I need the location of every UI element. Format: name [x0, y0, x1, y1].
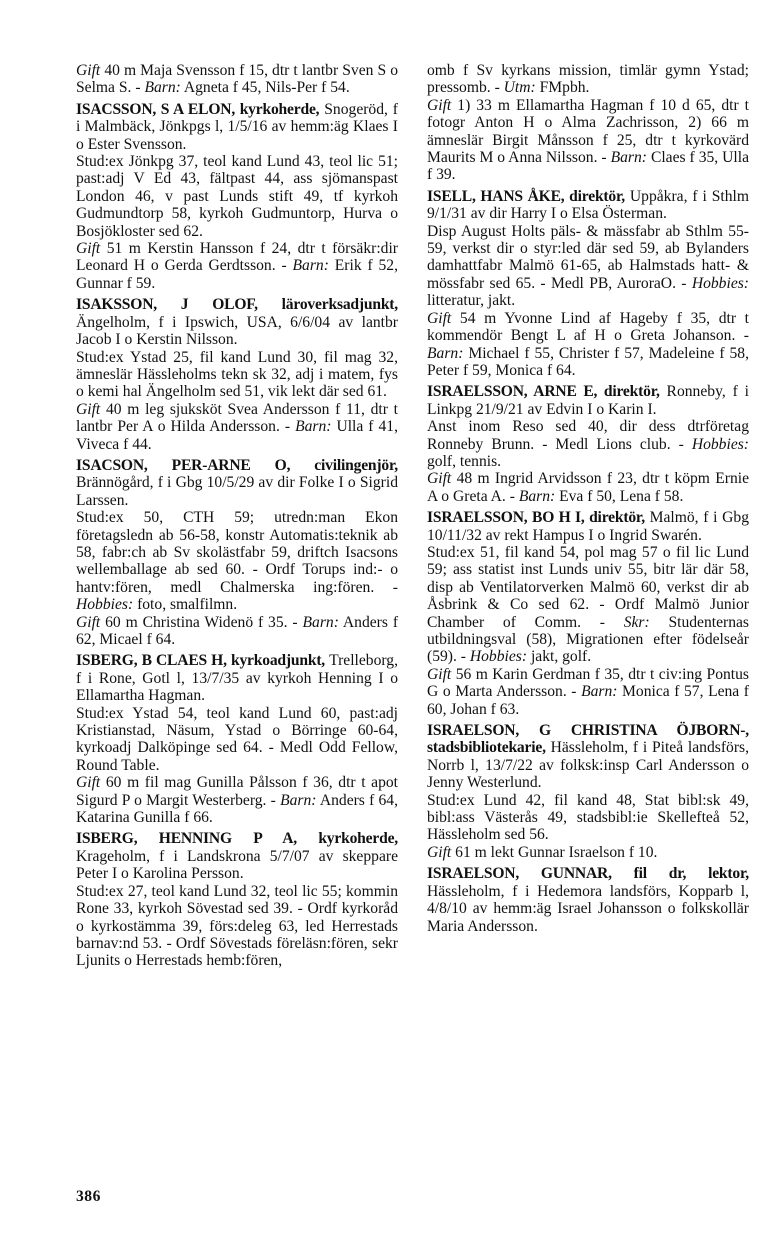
entry-text: 40 m Maja Svensson f 15, dtr t lantbr Sven S o Selma S. -: [76, 62, 398, 97]
right-column: [427, 62, 749, 935]
entry-name: ISACSON, PER-ARNE O, civilingenjör,: [76, 456, 398, 474]
field-label: Gift: [427, 96, 452, 114]
field-label: Gift: [427, 843, 452, 861]
field-label: Gift: [76, 400, 101, 418]
entry-paragraph: [427, 792, 749, 844]
entry-text: Studenternas utbildningsval (58), Migrationen efter födelseår (59). -: [427, 613, 749, 666]
entry-text: Disp August Holts päls- & mässfabr ab Sthlm 55-59, verkst dir o styr:led där sed 59, ab Bylanders damhattfabr Malmö 61-65, ab Halmstads hatt- & mössfabr sed 65. - Medl PB, AuroraO. -: [427, 222, 749, 292]
entry-text: foto, smalfilmn.: [133, 596, 238, 614]
entry-text: golf, tennis.: [427, 452, 502, 470]
entry-text: Erik f 52, Gunnar f 59.: [76, 257, 398, 292]
entry-heading-paragraph: [76, 296, 398, 348]
entry-text: Stud:ex Jönkpg 37, teol kand Lund 43, teol lic 51; past:adj V Ed 43, fältpast 44, ass sjömanspast London 46, v past Lunds stift 49, tf kyrkoh Gudmundtorp 58, kyrkoh Gudmuntorp, Hurva o Bosjökloster sed 62.: [76, 153, 398, 240]
entry-text: 60 m Christina Widenö f 35. -: [100, 613, 303, 631]
left-column: [76, 62, 398, 970]
entry-paragraph: [76, 705, 398, 775]
entry-paragraph: [427, 470, 749, 505]
field-label: Barn:: [427, 344, 464, 362]
field-label: Hobbies:: [469, 648, 528, 666]
field-label: Barn:: [144, 79, 181, 97]
entry-text: Hässleholm, f i Hedemora landsförs, Kopparb l, 4/8/10 av hemm:äg Israel Johansson o folkskollär Maria Andersson.: [427, 882, 749, 935]
field-label: Gift: [76, 613, 101, 631]
field-label: Barn:: [280, 791, 317, 809]
field-label: Gift: [76, 774, 101, 792]
entry-text: 60 m fil mag Gunilla Pålsson f 36, dtr t apot Sigurd P o Margit Westerberg. -: [76, 774, 398, 809]
field-label: Barn:: [610, 149, 647, 167]
entry-paragraph: [427, 97, 749, 184]
entry-name: ISBERG, HENNING P A, kyrkoherde,: [76, 830, 398, 848]
entry-text: Krageholm, f i Landskrona 5/7/07 av skeppare Peter I o Karolina Persson.: [76, 847, 398, 883]
entry-text: 48 m Ingrid Arvidsson f 23, dtr t köpm Ernie A o Greta A. -: [427, 470, 749, 505]
field-label: Barn:: [292, 257, 329, 275]
entry-text: 56 m Karin Gerdman f 35, dtr t civ:ing Pontus G o Marta Andersson. -: [427, 665, 749, 701]
entry-name: ISRAELSON, G CHRISTINA ÖJBORN-, stadsbibliotekarie,: [427, 722, 749, 757]
entry-text: 1) 33 m Ellamartha Hagman f 10 d 65, dtr t fotogr Anton H o Alma Zachrisson, 2) 66 m ämneslär Birgit Månsson f 25, dtr t kyrkovärd Maurits M o Anna Nilsson. -: [427, 96, 749, 167]
field-label: Gift: [427, 470, 452, 488]
entry-name: ISRAELSSON, ARNE E, direktör,: [427, 383, 660, 401]
entry-paragraph: [427, 844, 749, 861]
entry-paragraph: [76, 401, 398, 453]
entry-text: Claes f 35, Ulla f 39.: [427, 149, 749, 184]
page-number: 386: [76, 1188, 101, 1205]
entry-heading-paragraph: [76, 830, 398, 882]
field-label: Gift: [76, 240, 101, 258]
entry-paragraph: [76, 883, 398, 970]
entry-name: ISAKSSON, J OLOF, läroverksadjunkt,: [76, 296, 398, 314]
field-label: Skr:: [623, 613, 650, 631]
entry-text: 40 m leg sjuksköt Svea Andersson f 11, dtr t lantbr Per A o Hilda Andersson. -: [76, 400, 398, 436]
entry-text: Stud:ex 27, teol kand Lund 32, teol lic 55; kommin Rone 33, kyrkoh Sövestad sed 39. - Ordf kyrkoråd o kyrkostämma 39, förs:deleg 63, led Herrestads barnav:nd 53. - Ordf Sövestads föreläsn:fören, sekr Ljunits o Herrestads hemb:fören,: [76, 882, 398, 970]
entry-text: 51 m Kerstin Hansson f 24, dtr t försäkr:dir Leonard H o Gerda Gerdtsson. -: [76, 240, 398, 275]
entry-paragraph: [427, 223, 749, 310]
entry-text: Stud:ex Ystad 25, fil kand Lund 30, fil mag 32, ämneslär Hässleholms tekn sk 32, adj i matem, fys o kemi hal Ängelholm sed 51, vik lekt där sed 61.: [76, 348, 398, 401]
entry-paragraph: [427, 666, 749, 718]
field-label: Utm:: [503, 79, 536, 97]
entry-text: Anders f 62, Micael f 64.: [76, 613, 399, 648]
entry-text: Trelleborg, f i Rone, Gotl l, 13/7/35 av kyrkoh Henning I o Ellamartha Hagman.: [76, 652, 398, 705]
entry-paragraph: [427, 310, 749, 380]
entry-text: Anst inom Reso sed 40, dir dess dtrföretag Ronneby Brunn. - Medl Lions club. -: [427, 418, 749, 453]
field-label: Gift: [427, 309, 452, 327]
entry-text: omb f Sv kyrkans mission, timlär gymn Ystad; pressomb. -: [427, 62, 749, 97]
field-label: Hobbies:: [691, 274, 749, 292]
entry-paragraph: [76, 614, 398, 649]
entry-text: Stud:ex 51, fil kand 54, pol mag 57 o fil lic Lund 59; ass statist inst Lunds univ 55, bitr lär där 58, disp ab Ventilatorverken Malmö 60, verkst dir ab Åsbrink & Co sed 62. - Ordf Malmö Junior Chamber of Comm. -: [427, 543, 749, 631]
entry-paragraph: [427, 62, 749, 97]
entry-heading-paragraph: [427, 383, 749, 418]
entry-text: Anders f 64, Katarina Gunilla f 66.: [76, 791, 398, 827]
entry-text: 54 m Yvonne Lind af Hageby f 35, dtr t kommendör Bengt L af H o Greta Johanson. -: [427, 309, 749, 345]
field-label: Gift: [427, 665, 452, 683]
entry-heading-paragraph: [427, 722, 749, 792]
entry-name: ISACSSON, S A ELON, kyrkoherde,: [76, 100, 320, 118]
entry-paragraph: [76, 349, 398, 401]
entry-heading-paragraph: [427, 188, 749, 223]
field-label: Barn:: [295, 418, 332, 436]
entry-text: Agneta f 45, Nils-Per f 54.: [180, 79, 350, 97]
entry-paragraph: [427, 418, 749, 470]
field-label: Hobbies:: [76, 596, 134, 614]
entry-heading-paragraph: [427, 509, 749, 544]
entry-heading-paragraph: [76, 457, 398, 509]
field-label: Barn:: [518, 487, 556, 505]
entry-text: jakt, golf.: [527, 648, 592, 666]
field-label: Barn:: [302, 613, 339, 631]
entry-text: Stud:ex 50, CTH 59; utredn:man Ekon företagsledn ab 56-58, konstr Automatis:teknik ab 58, fabr:ch ab Sv skolästfabr 59, driftch Isacsons wellemballage ab sed 60. - Ordf Torups ind:- o hantv:fören, medl Chalmerska ing:fören. -: [76, 509, 398, 596]
entry-text: Stud:ex Ystad 54, teol kand Lund 60, past:adj Kristianstad, Näsum, Ystad o Börringe 60-64, kyrkoadj Dalköpinge sed 64. - Medl Odd Fellow, Round Table.: [76, 704, 398, 774]
entry-text: Ronneby, f i Linkpg 21/9/21 av Edvin I o Karin I.: [427, 383, 749, 418]
field-label: Gift: [76, 62, 101, 79]
entry-paragraph: [76, 240, 398, 292]
entry-text: Michael f 55, Christer f 57, Madeleine f 58, Peter f 59, Monica f 64.: [427, 344, 749, 379]
entry-name: ISBERG, B CLAES H, kyrkoadjunkt,: [76, 652, 326, 670]
entry-text: Eva f 50, Lena f 58.: [555, 487, 684, 505]
entry-text: Snogeröd, f i Malmbäck, Jönkpgs l, 1/5/16 av hemm:äg Klaes I o Ester Svensson.: [76, 100, 398, 153]
entry-text: FMpbh.: [535, 79, 590, 97]
entry-text: Monica f 57, Lena f 60, Johan f 63.: [427, 683, 749, 718]
field-label: Barn:: [581, 683, 618, 701]
entry-name: ISRAELSON, GUNNAR, fil dr, lektor,: [427, 865, 749, 883]
entry-heading-paragraph: [427, 865, 749, 935]
entry-paragraph: [76, 153, 398, 240]
entry-name: ISRAELSSON, BO H I, direktör,: [427, 509, 645, 527]
entry-text: Stud:ex Lund 42, fil kand 48, Stat bibl:sk 49, bibl:ass Västerås 49, stadsbibl:ie Skellefteå 52, Hässleholm sed 56.: [427, 791, 749, 844]
entry-paragraph: [76, 774, 398, 826]
entry-heading-paragraph: [76, 652, 398, 704]
entry-text: Ulla f 41, Viveca f 44.: [76, 418, 398, 453]
entry-text: Uppåkra, f i Sthlm 9/1/31 av dir Harry I o Elsa Österman.: [427, 187, 750, 223]
entry-text: Malmö, f i Gbg 10/11/32 av rekt Hampus I o Ingrid Swarén.: [427, 509, 749, 544]
entry-text: litteratur, jakt.: [427, 292, 516, 310]
entry-paragraph: [427, 544, 749, 666]
entry-text: Hässleholm, f i Piteå landsförs, Norrb l, 13/7/22 av folksk:insp Carl Andersson o Jenny Westerlund.: [427, 739, 749, 792]
entry-name: ISELL, HANS ÅKE, direktör,: [427, 187, 625, 205]
field-label: Hobbies:: [691, 435, 749, 453]
entry-text: 61 m lekt Gunnar Israelson f 10.: [451, 843, 658, 861]
entry-text: Ängelholm, f i Ipswich, USA, 6/6/04 av lantbr Jacob I o Kerstin Nilsson.: [76, 313, 398, 349]
entry-paragraph: [76, 509, 398, 613]
entry-text: Brännögård, f i Gbg 10/5/29 av dir Folke I o Sigrid Larssen.: [76, 474, 398, 509]
entry-heading-paragraph: [76, 101, 398, 153]
entry-paragraph: [76, 62, 398, 97]
